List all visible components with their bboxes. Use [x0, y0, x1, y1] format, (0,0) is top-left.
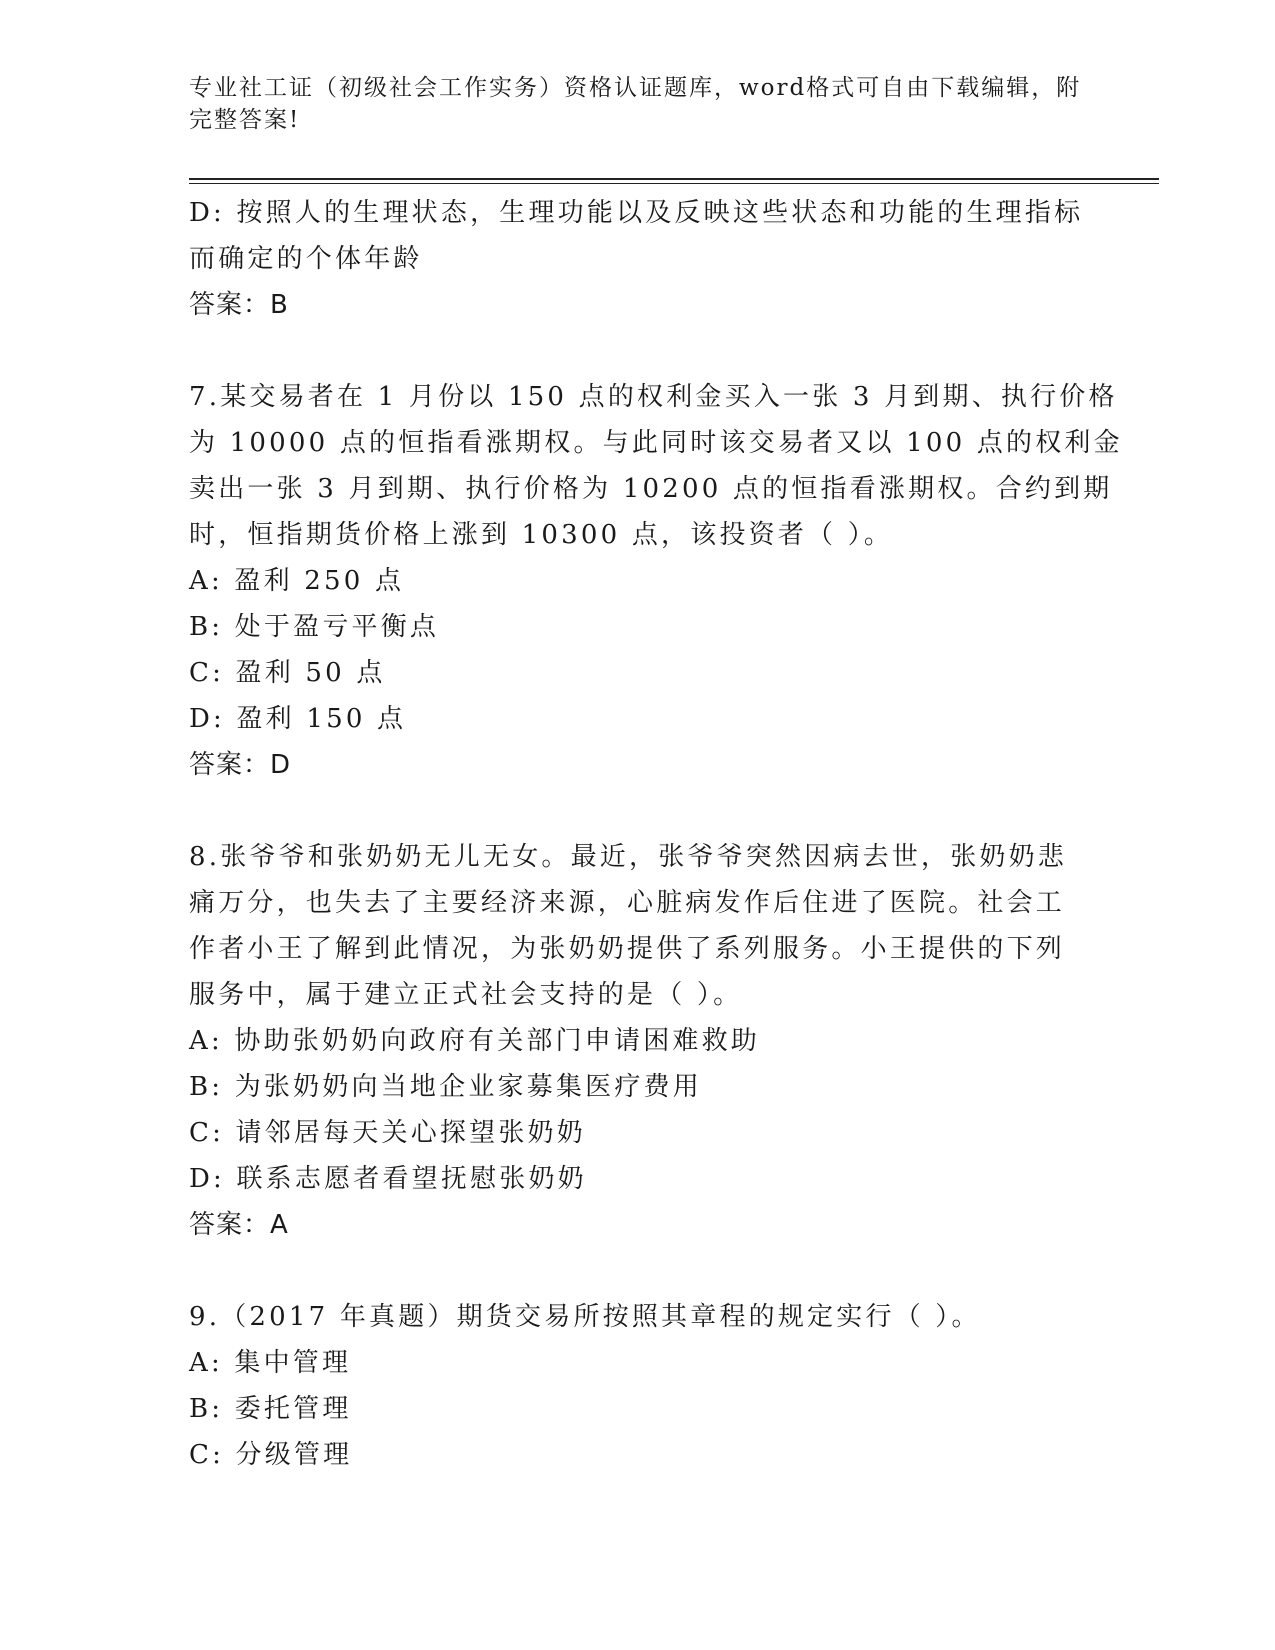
- option-a: A: 盈利 250 点: [189, 566, 405, 596]
- question-stem-line: 痛万分，也失去了主要经济来源，心脏病发作后住进了医院。社会工: [189, 888, 1066, 918]
- question-7: [189, 374, 1123, 788]
- question-stem-line: 作者小王了解到此情况，为张奶奶提供了系列服务。小王提供的下列: [189, 934, 1066, 964]
- question-9: [189, 1294, 1069, 1478]
- question-stem-line: 服务中，属于建立正式社会支持的是（ ）。: [189, 980, 743, 1010]
- question-stem-line: 卖出一张 3 月到期、执行价格为 10200 点的恒指看涨期权。合约到期: [189, 474, 1113, 504]
- option-d: D: 按照人的生理状态，生理功能以及反映这些状态和功能的生理指标: [189, 198, 1084, 228]
- option-d: D: 盈利 150 点: [189, 704, 407, 734]
- header-title-line-1: 专业社工证（初级社会工作实务）资格认证题库，word格式可自由下载编辑，附: [189, 75, 1082, 101]
- question-stem-line: 时，恒指期货价格上涨到 10300 点，该投资者（ ）。: [189, 520, 894, 550]
- page-header: [189, 72, 1089, 136]
- option-a: A: 集中管理: [189, 1348, 352, 1378]
- previous-question-tail: [189, 190, 1084, 328]
- question-stem-line: 8.张爷爷和张奶奶无儿无女。最近，张爷爷突然因病去世，张奶奶悲: [189, 842, 1068, 872]
- header-title-line-2: 完整答案!: [189, 107, 301, 133]
- answer-line: 答案：A: [189, 1210, 289, 1240]
- header-rule-thin: [189, 183, 1159, 184]
- option-c: C: 请邻居每天关心探望张奶奶: [189, 1118, 586, 1148]
- option-b: B: 为张奶奶向当地企业家募集医疗费用: [189, 1072, 702, 1102]
- header-rule-thick: [189, 178, 1159, 180]
- option-d-continued: 而确定的个体年龄: [189, 244, 423, 274]
- answer-line: 答案：B: [189, 290, 289, 320]
- option-b: B: 委托管理: [189, 1394, 352, 1424]
- option-a: A: 协助张奶奶向政府有关部门申请困难救助: [189, 1026, 761, 1056]
- question-stem-line: 为 10000 点的恒指看涨期权。与此同时该交易者又以 100 点的权利金: [189, 428, 1123, 458]
- option-d: D: 联系志愿者看望抚慰张奶奶: [189, 1164, 587, 1194]
- answer-line: 答案：D: [189, 750, 292, 780]
- option-c: C: 盈利 50 点: [189, 658, 386, 688]
- question-8: [189, 834, 1069, 1248]
- question-stem-line: 9.（2017 年真题）期货交易所按照其章程的规定实行（ ）。: [189, 1302, 981, 1332]
- spacer: [189, 1248, 1069, 1294]
- spacer: [189, 328, 1069, 374]
- spacer: [189, 788, 1069, 834]
- option-b: B: 处于盈亏平衡点: [189, 612, 440, 642]
- page-content: [189, 190, 1123, 1478]
- option-c: C: 分级管理: [189, 1440, 353, 1470]
- question-stem-line: 7.某交易者在 1 月份以 150 点的权利金买入一张 3 月到期、执行价格: [189, 382, 1118, 412]
